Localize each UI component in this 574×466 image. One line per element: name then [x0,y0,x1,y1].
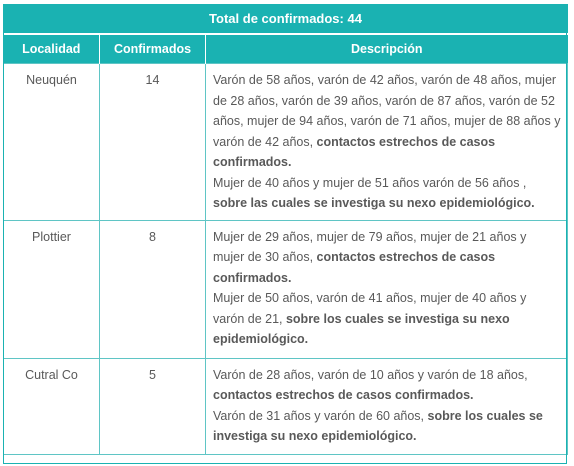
table-title: Total de confirmados: 44 [4,4,568,34]
column-header-descripcion: Descripción [206,34,568,64]
cell-localidad: Cutral Co [4,358,100,454]
desc-text: Varón de 58 años, varón de 42 años, varón de 48 años, mujer de 28 años, varón de 39 años, varón de 87 años, varón de 52 años, mujer de 94 años, varón de 71 años, mujer de 88 años y varón de 42 años, [213,73,561,149]
desc-bold-text: contactos estrechos de casos confirmados. [213,388,474,402]
cell-localidad: Plottier [4,220,100,358]
title-row [4,4,568,34]
desc-bold-text: contactos estrechos de casos confirmados. [213,250,496,285]
header-row [4,34,568,64]
table-row-cutral-co [4,358,568,454]
confirmed-cases-table [3,4,568,455]
desc-bold-text: contactos estrechos de casos confirmados. [213,134,496,169]
desc-bold-text: sobre las cuales se investiga su nexo epidemiológico. [213,196,535,210]
cell-confirmados: 8 [100,220,206,358]
desc-text: Mujer de 40 años y mujer de 51 años varón de 56 años , [213,175,527,190]
table-row-plottier [4,220,568,358]
desc-text: Mujer de 29 años, mujer de 79 años, mujer de 21 años y mujer de 30 años, [213,229,527,264]
cell-localidad: Neuquén [4,64,100,221]
desc-text: Mujer de 50 años, varón de 41 años, mujer de 40 años y varón de 21, [213,291,527,326]
cell-descripcion [206,64,568,221]
cell-descripcion [206,358,568,454]
desc-bold-text: sobre los cuales se investiga su nexo epidemiológico. [213,408,543,443]
column-header-confirmados: Confirmados [100,34,206,64]
column-header-localidad: Localidad [4,34,100,64]
desc-text: Varón de 31 años y varón de 60 años, [213,408,428,423]
table-row-neuquen [4,64,568,221]
cell-descripcion [206,220,568,358]
desc-text: Varón de 28 años, varón de 10 años y varón de 18 años, [213,367,528,382]
desc-bold-text: sobre los cuales se investiga su nexo epidemiológico. [213,311,510,346]
cell-confirmados: 5 [100,358,206,454]
cell-confirmados: 14 [100,64,206,221]
